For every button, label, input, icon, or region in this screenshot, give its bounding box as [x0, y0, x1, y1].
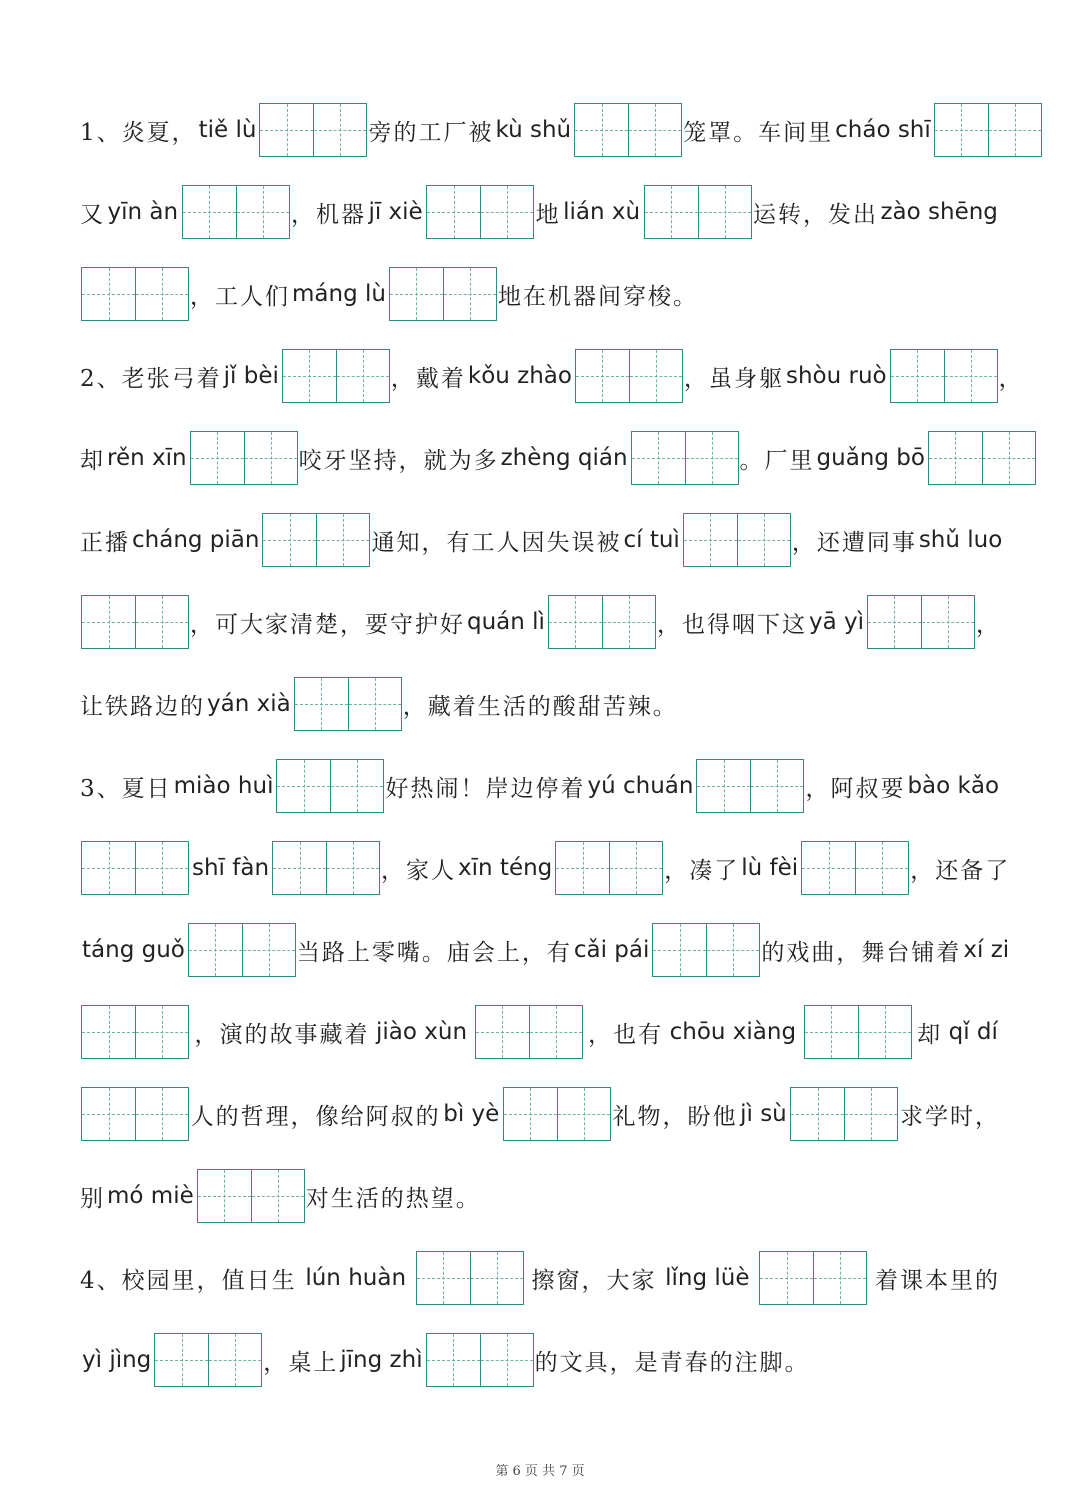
sentence-text: ，家人 [381, 857, 457, 884]
sentence-text: ，还备了 [910, 857, 1011, 884]
sentence-text: ，机器 [290, 201, 366, 228]
tianzige-cell[interactable] [336, 350, 389, 402]
sentence-text: ， [975, 611, 1001, 638]
tianzige-cell[interactable] [602, 596, 655, 648]
answer-grid[interactable] [574, 103, 682, 157]
tianzige-cell[interactable] [236, 186, 289, 238]
tianzige-cell[interactable] [891, 350, 944, 402]
tianzige-cell[interactable] [921, 596, 974, 648]
exercise-line [80, 512, 1003, 568]
sentence-text: ，工人们 [190, 283, 290, 310]
tianzige-cell[interactable] [698, 186, 751, 238]
exercise-line [80, 1168, 481, 1224]
tianzige-cell[interactable] [684, 514, 737, 566]
sentence-text: ，还遭同事 [791, 529, 917, 556]
pinyin-prompt: miào huì [173, 773, 274, 799]
pinyin-prompt: tiě lù [198, 117, 257, 143]
answer-grid[interactable] [154, 1333, 262, 1387]
tianzige-cell[interactable] [348, 678, 401, 730]
answer-grid[interactable] [81, 841, 189, 895]
pinyin-prompt: lún huàn [305, 1265, 407, 1291]
sentence-text: 好热闹！岸边停着 [385, 775, 586, 802]
sentence-text: 地 [535, 201, 561, 228]
tianzige-cell[interactable] [802, 842, 855, 894]
tianzige-cell[interactable] [685, 432, 738, 484]
sentence-text: 3、夏日 [80, 775, 172, 802]
pinyin-prompt: cǎi pái [573, 937, 650, 963]
answer-grid[interactable] [197, 1169, 305, 1223]
sentence-text: 却 [917, 1021, 943, 1048]
sentence-text: ， [998, 365, 1024, 392]
tianzige-cell[interactable] [476, 1006, 529, 1058]
sentence-text: 通知，有工人因失误被 [371, 529, 622, 556]
tianzige-cell[interactable] [944, 350, 997, 402]
pinyin-prompt: quán lì [467, 609, 545, 635]
exercise-line [80, 840, 1011, 896]
pinyin-prompt: kù shǔ [495, 117, 572, 143]
exercise-line [80, 1086, 1000, 1142]
pinyin-prompt: cháo shī [835, 117, 931, 143]
answer-grid[interactable] [282, 349, 390, 403]
tianzige-cell[interactable] [82, 1006, 135, 1058]
sentence-text: ，凑了 [664, 857, 740, 884]
answer-grid[interactable] [389, 267, 497, 321]
sentence-text: ，演的故事藏着 [194, 1021, 370, 1048]
sentence-text: 。厂里 [739, 447, 815, 474]
answer-grid[interactable] [652, 923, 760, 977]
exercise-line [80, 430, 1000, 486]
sentence-text: 的文具，是青春的注脚。 [534, 1349, 810, 1376]
tianzige-cell[interactable] [629, 350, 682, 402]
exercise-line [80, 1004, 1000, 1060]
tianzige-cell[interactable] [557, 1088, 610, 1140]
sentence-text: 别 [80, 1185, 105, 1212]
tianzige-cell[interactable] [244, 432, 297, 484]
answer-grid[interactable] [696, 759, 804, 813]
pinyin-prompt: zhèng qián [500, 445, 628, 471]
answer-grid[interactable] [416, 1251, 524, 1305]
tianzige-cell[interactable] [316, 514, 369, 566]
tianzige-cell[interactable] [556, 842, 609, 894]
pinyin-prompt: yīn àn [107, 199, 179, 225]
pinyin-prompt: chōu xiàng [669, 1019, 797, 1045]
sentence-text: 对生活的热望。 [305, 1185, 481, 1212]
answer-grid[interactable] [790, 1087, 898, 1141]
tianzige-cell[interactable] [313, 104, 366, 156]
tianzige-cell[interactable] [982, 432, 1035, 484]
answer-grid[interactable] [683, 513, 791, 567]
tianzige-cell[interactable] [855, 842, 908, 894]
exercise-line [80, 758, 1000, 814]
pinyin-prompt: yú chuán [587, 773, 694, 799]
sentence-text: 又 [80, 201, 105, 228]
tianzige-cell[interactable] [988, 104, 1041, 156]
tianzige-cell[interactable] [260, 104, 313, 156]
sentence-text: 擦窗，大家 [531, 1267, 657, 1294]
tianzige-cell[interactable] [263, 514, 316, 566]
exercise-line [80, 266, 698, 322]
tianzige-cell[interactable] [242, 924, 295, 976]
exercise-line [80, 1250, 1000, 1306]
tianzige-cell[interactable] [632, 432, 685, 484]
tianzige-cell[interactable] [135, 842, 188, 894]
answer-grid[interactable] [182, 185, 290, 239]
pinyin-prompt: mó miè [107, 1183, 194, 1209]
pinyin-prompt: rěn xīn [107, 445, 187, 471]
sentence-text: ，戴着 [390, 365, 466, 392]
tianzige-cell[interactable] [208, 1334, 261, 1386]
sentence-text: 运转，发出 [752, 201, 878, 228]
tianzige-cell[interactable] [697, 760, 750, 812]
sentence-text: 人的哲理，像给阿叔的 [190, 1103, 441, 1130]
sentence-text: 却 [80, 447, 105, 474]
answer-grid[interactable] [81, 1087, 189, 1141]
answer-grid[interactable] [890, 349, 998, 403]
pinyin-prompt: xīn téng [458, 855, 553, 881]
tianzige-cell[interactable] [529, 1006, 582, 1058]
pinyin-prompt: zào shēng [880, 199, 998, 225]
exercise-line [80, 1332, 810, 1388]
pinyin-prompt: yán xià [207, 691, 291, 717]
pinyin-prompt: jiào xùn [376, 1019, 468, 1045]
tianzige-cell[interactable] [504, 1088, 557, 1140]
pinyin-prompt: yā yì [808, 609, 864, 635]
answer-grid[interactable] [272, 841, 380, 895]
tianzige-cell[interactable] [295, 678, 348, 730]
exercise-line [80, 594, 1000, 650]
sentence-text: 的戏曲，舞台铺着 [761, 939, 962, 966]
sentence-text: 4、校园里，值日生 [80, 1267, 297, 1294]
sentence-text: 正播 [80, 529, 130, 556]
pinyin-prompt: xí zi [963, 937, 1010, 963]
answer-grid[interactable] [426, 1333, 534, 1387]
pinyin-prompt: cí tuì [623, 527, 680, 553]
tianzige-cell[interactable] [576, 350, 629, 402]
answer-grid[interactable] [190, 431, 298, 485]
tianzige-cell[interactable] [935, 104, 988, 156]
pinyin-prompt: táng guǒ [82, 937, 185, 963]
pinyin-prompt: guǎng bō [816, 445, 925, 471]
pinyin-prompt: jī xiè [368, 199, 423, 225]
answer-grid[interactable] [262, 513, 370, 567]
answer-grid[interactable] [81, 595, 189, 649]
answer-grid[interactable] [276, 759, 384, 813]
answer-grid[interactable] [259, 103, 367, 157]
sentence-text: 2、老张弓着 [80, 365, 222, 392]
tianzige-cell[interactable] [135, 268, 188, 320]
pinyin-prompt: lǐng lüè [665, 1265, 750, 1291]
pinyin-prompt: máng lù [292, 281, 386, 307]
tianzige-cell[interactable] [645, 186, 698, 238]
answer-grid[interactable] [575, 349, 683, 403]
tianzige-cell[interactable] [427, 186, 480, 238]
tianzige-cell[interactable] [283, 350, 336, 402]
sentence-text: 1、炎夏， [80, 119, 197, 146]
pinyin-prompt: shǔ luo [918, 527, 1003, 553]
tianzige-cell[interactable] [135, 1088, 188, 1140]
pinyin-prompt: qǐ dí [948, 1019, 998, 1045]
sentence-text: 着课本里的 [874, 1267, 1000, 1294]
pinyin-prompt: jǐ bèi [223, 363, 279, 389]
page-footer: 第 6 页 共 7 页 [495, 1464, 585, 1479]
tianzige-cell[interactable] [183, 186, 236, 238]
tianzige-cell[interactable] [805, 1006, 858, 1058]
tianzige-cell[interactable] [189, 924, 242, 976]
answer-grid[interactable] [81, 1005, 189, 1059]
tianzige-cell[interactable] [653, 924, 706, 976]
sentence-text: 当路上零嘴。庙会上，有 [296, 939, 572, 966]
sentence-text: ，阿叔要 [805, 775, 906, 802]
answer-grid[interactable] [555, 841, 663, 895]
tianzige-cell[interactable] [82, 842, 135, 894]
sentence-text: ，虽身躯 [683, 365, 784, 392]
exercise-line [80, 184, 1000, 240]
tianzige-cell[interactable] [443, 268, 496, 320]
sentence-text: 让铁路边的 [80, 693, 205, 720]
pinyin-prompt: bì yè [443, 1101, 500, 1127]
pinyin-prompt: jīng zhì [340, 1347, 423, 1373]
tianzige-cell[interactable] [868, 596, 921, 648]
tianzige-cell[interactable] [135, 596, 188, 648]
sentence-text: 咬牙坚持，就为多 [298, 447, 499, 474]
tianzige-cell[interactable] [390, 268, 443, 320]
answer-grid[interactable] [294, 677, 402, 731]
tianzige-cell[interactable] [251, 1170, 304, 1222]
tianzige-cell[interactable] [791, 1088, 844, 1140]
tianzige-cell[interactable] [929, 432, 982, 484]
answer-grid[interactable] [188, 923, 296, 977]
tianzige-cell[interactable] [277, 760, 330, 812]
sentence-text: 礼物，盼他 [612, 1103, 738, 1130]
pinyin-prompt: yì jìng [82, 1347, 152, 1373]
tianzige-cell[interactable] [198, 1170, 251, 1222]
tianzige-cell[interactable] [470, 1252, 523, 1304]
exercise-line [80, 102, 1000, 158]
sentence-text: ，也有 [588, 1021, 664, 1048]
tianzige-cell[interactable] [480, 186, 533, 238]
answer-grid[interactable] [934, 103, 1042, 157]
exercise-line [80, 348, 1024, 404]
sentence-text: ，可大家清楚，要守护好 [190, 611, 465, 638]
tianzige-cell[interactable] [82, 596, 135, 648]
pinyin-prompt: lián xù [563, 199, 641, 225]
pinyin-prompt: lù fèi [741, 855, 799, 881]
tianzige-cell[interactable] [480, 1334, 533, 1386]
answer-grid[interactable] [631, 431, 739, 485]
answer-grid[interactable] [804, 1005, 912, 1059]
tianzige-cell[interactable] [609, 842, 662, 894]
sentence-text: 求学时， [899, 1103, 1000, 1130]
pinyin-prompt: shòu ruò [785, 363, 887, 389]
tianzige-cell[interactable] [330, 760, 383, 812]
tianzige-cell[interactable] [427, 1334, 480, 1386]
tianzige-cell[interactable] [858, 1006, 911, 1058]
answer-grid[interactable] [801, 841, 909, 895]
sentence-text: ，也得咽下这 [656, 611, 807, 638]
tianzige-cell[interactable] [82, 1088, 135, 1140]
sentence-text: 地在机器间穿梭。 [497, 283, 698, 310]
tianzige-cell[interactable] [575, 104, 628, 156]
pinyin-prompt: cháng piān [132, 527, 260, 553]
answer-grid[interactable] [475, 1005, 583, 1059]
tianzige-cell[interactable] [760, 1252, 813, 1304]
sentence-text: ，藏着生活的酸甜苦辣。 [402, 693, 678, 720]
answer-grid[interactable] [548, 595, 656, 649]
pinyin-prompt: jì sù [740, 1101, 787, 1127]
tianzige-cell[interactable] [813, 1252, 866, 1304]
tianzige-cell[interactable] [155, 1334, 208, 1386]
tianzige-cell[interactable] [844, 1088, 897, 1140]
pinyin-prompt: kǒu zhào [467, 363, 572, 389]
exercise-line [80, 676, 678, 732]
tianzige-cell[interactable] [191, 432, 244, 484]
answer-grid[interactable] [644, 185, 752, 239]
tianzige-cell[interactable] [750, 760, 803, 812]
pinyin-prompt: shī fàn [192, 855, 270, 881]
answer-grid[interactable] [867, 595, 975, 649]
answer-grid[interactable] [81, 267, 189, 321]
sentence-text: ，桌上 [263, 1349, 339, 1376]
sentence-text: 笼罩。车间里 [683, 119, 834, 146]
tianzige-cell[interactable] [706, 924, 759, 976]
sentence-text: 旁的工厂被 [368, 119, 494, 146]
tianzige-cell[interactable] [549, 596, 602, 648]
answer-grid[interactable] [759, 1251, 867, 1305]
tianzige-cell[interactable] [82, 268, 135, 320]
tianzige-cell[interactable] [135, 1006, 188, 1058]
answer-grid[interactable] [426, 185, 534, 239]
tianzige-cell[interactable] [326, 842, 379, 894]
exercise-line [80, 922, 1010, 978]
answer-grid[interactable] [503, 1087, 611, 1141]
tianzige-cell[interactable] [273, 842, 326, 894]
tianzige-cell[interactable] [737, 514, 790, 566]
tianzige-cell[interactable] [417, 1252, 470, 1304]
tianzige-cell[interactable] [628, 104, 681, 156]
pinyin-prompt: bào kǎo [907, 773, 1000, 799]
answer-grid[interactable] [928, 431, 1036, 485]
